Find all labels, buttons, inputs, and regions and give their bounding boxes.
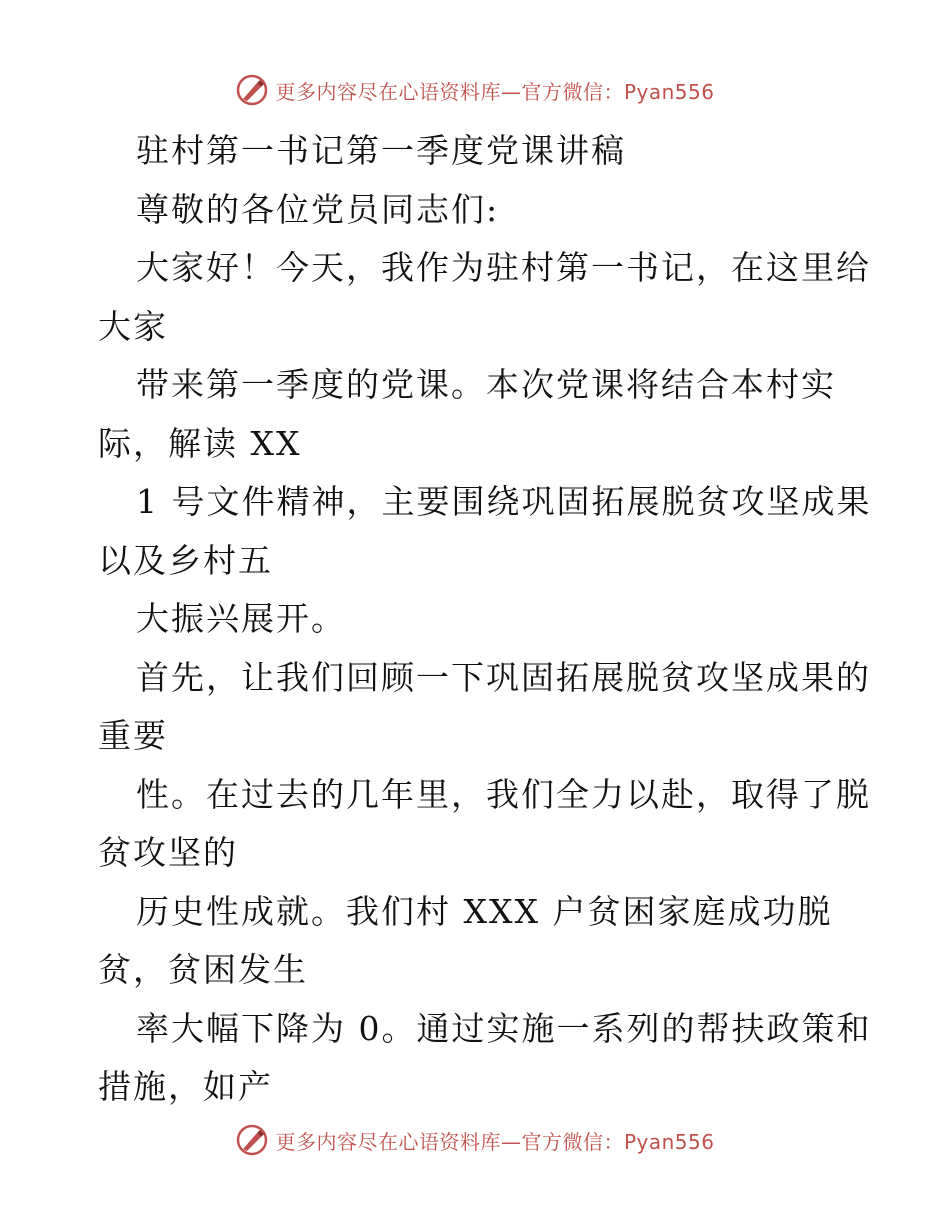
text-line: 历史性成就。我们村 XXX 户贫困家庭成功脱: [136, 891, 833, 931]
text-line: 际，解读 XX: [98, 423, 302, 463]
pen-logo-icon: [235, 73, 269, 107]
watermark-banner-top: [0, 70, 950, 110]
text-line: 贫攻坚的: [98, 833, 238, 872]
text-line: 措施，如产: [98, 1067, 273, 1106]
text-line: 尊敬的各位党员同志们:: [136, 189, 500, 229]
text-line: 以及乡村五: [98, 540, 273, 580]
watermark-text: 更多内容尽在心语资料库—官方微信：Pyan556: [275, 79, 715, 104]
watermark-banner-bottom: [0, 1120, 950, 1160]
text-line: 首先，让我们回顾一下巩固拓展脱贫攻坚成果的: [136, 657, 871, 697]
text-line: 率大幅下降为 0。通过实施一系列的帮扶政策和: [136, 1008, 872, 1048]
text-line: 大家: [98, 306, 168, 346]
text-line: 1 号文件精神，主要围绕巩固拓展脱贫攻坚成果: [136, 482, 872, 521]
pen-logo-icon: [235, 1123, 269, 1157]
text-line: 大振兴展开。: [136, 599, 346, 638]
text-line: 贫，贫困发生: [98, 950, 308, 989]
text-line: 带来第一季度的党课。本次党课将结合本村实: [136, 365, 836, 404]
text-line: 重要: [98, 716, 168, 755]
text-line: 大家好！今天，我作为驻村第一书记，在这里给: [136, 248, 871, 287]
text-line: 驻村第一书记第一季度党课讲稿: [136, 131, 626, 170]
text-line: 性。在过去的几年里，我们全力以赴，取得了脱: [136, 774, 871, 814]
document-body: [98, 122, 872, 1117]
watermark-text: 更多内容尽在心语资料库—官方微信：Pyan556: [275, 1129, 715, 1154]
